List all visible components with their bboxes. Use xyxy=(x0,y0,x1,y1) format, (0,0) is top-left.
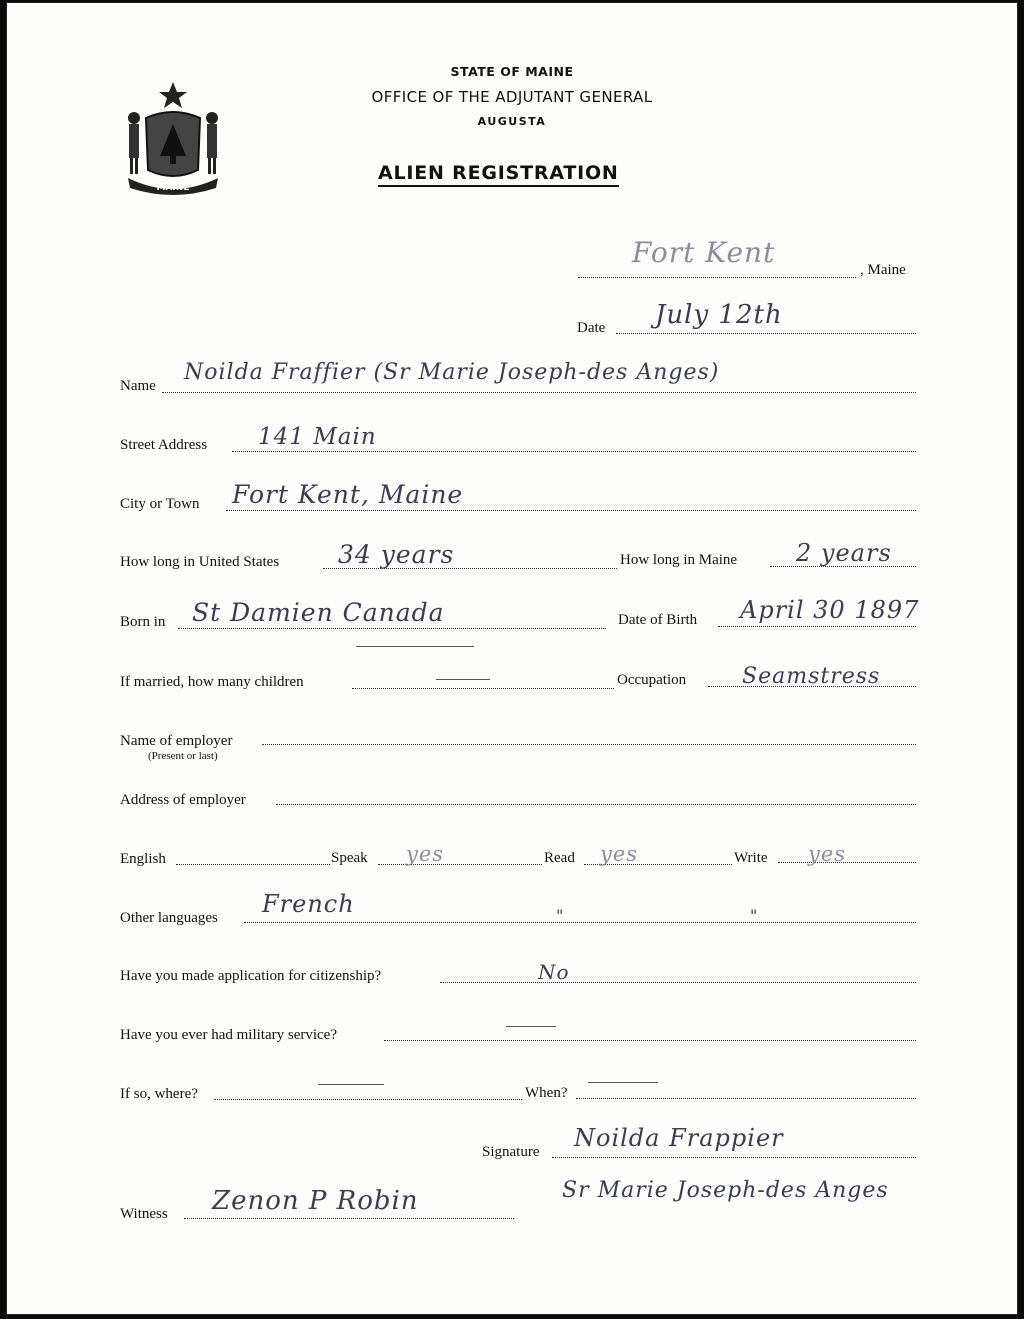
ditto-mark-2: " xyxy=(750,906,759,925)
how-long-us-label: How long in United States xyxy=(120,554,280,570)
citizenship-line xyxy=(440,982,916,983)
when-label: When? xyxy=(525,1085,568,1101)
speak-label: Speak xyxy=(331,850,368,866)
where-label: If so, where? xyxy=(120,1086,198,1102)
date-label: Date xyxy=(577,320,606,336)
born-value: St Damien Canada xyxy=(192,598,445,627)
signature-value: Noilda Frappier xyxy=(574,1124,784,1152)
military-label: Have you ever had military service? xyxy=(120,1027,337,1043)
signature-label: Signature xyxy=(482,1144,540,1160)
speak-line xyxy=(378,864,542,865)
state-heading: STATE OF MAINE xyxy=(450,64,574,79)
city-value: Fort Kent, Maine xyxy=(232,480,464,509)
write-line xyxy=(778,862,916,863)
other-languages-line xyxy=(244,922,916,923)
maine-label: , Maine xyxy=(860,262,906,278)
born-underline xyxy=(356,646,474,647)
dob-label: Date of Birth xyxy=(618,612,698,628)
born-line xyxy=(178,628,606,629)
form-title: ALIEN REGISTRATION xyxy=(378,162,619,187)
employer-label: Name of employer xyxy=(120,733,233,749)
born-label: Born in xyxy=(120,614,166,630)
how-long-us-value: 34 years xyxy=(338,540,455,569)
date-line xyxy=(616,333,916,334)
where-dash xyxy=(318,1084,384,1085)
city-heading: AUGUSTA xyxy=(477,115,547,128)
employer-address-line xyxy=(276,804,916,805)
military-dash xyxy=(506,1026,556,1027)
city-label: City or Town xyxy=(120,496,200,512)
town-value: Fort Kent xyxy=(632,236,776,269)
employer-sublabel: (Present or last) xyxy=(148,750,218,762)
street-line xyxy=(232,451,916,452)
dob-line xyxy=(718,626,916,627)
read-label: Read xyxy=(544,850,575,866)
write-label: Write xyxy=(734,850,768,866)
military-line xyxy=(384,1040,916,1041)
how-long-me-label: How long in Maine xyxy=(620,552,738,568)
occupation-label: Occupation xyxy=(617,672,687,688)
signature-religious-name: Sr Marie Joseph-des Anges xyxy=(562,1178,889,1203)
how-long-me-value: 2 years xyxy=(796,539,892,567)
witness-label: Witness xyxy=(120,1206,168,1222)
dob-value: April 30 1897 xyxy=(740,596,920,624)
read-value: yes xyxy=(600,842,639,866)
city-line xyxy=(226,510,916,511)
svg-text:MAINE: MAINE xyxy=(156,183,190,193)
children-dash xyxy=(436,679,490,680)
employer-address-label: Address of employer xyxy=(120,792,246,808)
town-line xyxy=(578,277,856,278)
signature-line xyxy=(552,1157,916,1158)
name-value: Noilda Fraffier (Sr Marie Joseph-des Anges) xyxy=(184,360,720,385)
when-dash xyxy=(588,1082,658,1083)
office-heading: OFFICE OF THE ADJUTANT GENERAL xyxy=(371,88,653,106)
witness-value: Zenon P Robin xyxy=(212,1186,419,1216)
name-line xyxy=(162,392,916,393)
ditto-mark-1: " xyxy=(556,906,565,925)
english-label: English xyxy=(120,851,166,867)
children-label: If married, how many children xyxy=(120,674,304,690)
where-line xyxy=(214,1099,522,1100)
occupation-value: Seamstress xyxy=(742,664,881,689)
citizenship-label: Have you made application for citizenship? xyxy=(120,968,382,984)
speak-value: yes xyxy=(406,842,445,866)
witness-line xyxy=(184,1218,514,1219)
write-value: yes xyxy=(808,842,847,866)
employer-line xyxy=(262,744,916,745)
when-line xyxy=(576,1098,916,1099)
english-line xyxy=(176,864,330,865)
street-value: 141 Main xyxy=(258,424,377,450)
date-value: July 12th xyxy=(655,300,783,330)
name-label: Name xyxy=(120,378,156,394)
citizenship-value: No xyxy=(538,960,570,984)
street-label: Street Address xyxy=(120,437,208,453)
children-line xyxy=(352,688,614,689)
other-languages-label: Other languages xyxy=(120,910,218,926)
form-page xyxy=(6,2,1018,1315)
other-languages-value: French xyxy=(262,890,355,918)
